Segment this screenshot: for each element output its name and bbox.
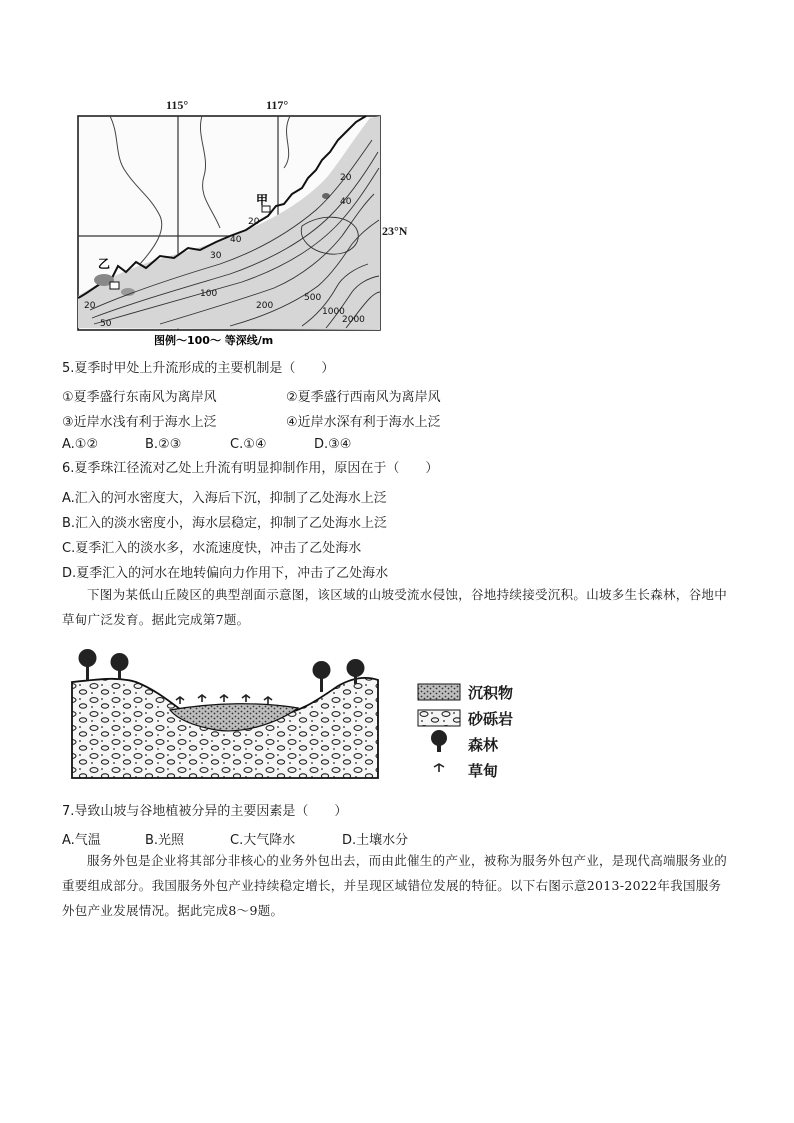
hill-valley-profile-figure	[66, 640, 530, 788]
q5-choice-d[interactable]: D.③④	[314, 437, 352, 452]
depth-label: 200	[256, 301, 274, 311]
depth-label: 100	[200, 289, 218, 299]
depth-label: 20	[248, 217, 260, 227]
depth-label: 40	[230, 235, 242, 245]
place-marker-yi	[110, 282, 119, 289]
q6-choice-a[interactable]: A.汇入的河水密度大，入海后下沉，抑制了乙处海水上泛	[62, 491, 387, 506]
q6-stem: 6.夏季珠江径流对乙处上升流有明显抑制作用，原因在于（ ）	[62, 461, 439, 476]
q5-statement-1: ①夏季盛行东南风为离岸风	[62, 390, 217, 405]
q6-choice-d[interactable]: D.夏季汇入的河水在地转偏向力作用下，冲击了乙处海水	[62, 566, 389, 581]
q6-choice-c[interactable]: C.夏季汇入的淡水多，水流速度快，冲击了乙处海水	[62, 541, 362, 556]
map-svg	[70, 96, 422, 348]
q5-choice-b[interactable]: B.②③	[145, 437, 182, 452]
depth-label: 40	[340, 197, 352, 207]
map-legend: 图例〜100〜 等深线/m	[154, 334, 274, 347]
q5-choice-c[interactable]: C.①④	[230, 437, 267, 452]
place-label-jia: 甲	[256, 193, 269, 207]
q7-intro-paragraph: 下图为某低山丘陵区的典型剖面示意图，该区域的山坡受流水侵蚀，谷地持续接受沉积。山坡多生长森林，谷地中草甸广泛发育。据此完成第7题。	[62, 587, 728, 627]
q5-stem: 5.夏季时甲处上升流形成的主要机制是（ ）	[62, 361, 335, 376]
lat-label-23n: 23°N	[382, 224, 408, 238]
profile-svg	[66, 640, 530, 788]
lon-label-117: 117°	[266, 98, 289, 112]
legend-label-sediment: 沉积物	[468, 684, 514, 702]
legend-label-gravel: 砂砾岩	[468, 710, 514, 728]
q5-statement-2: ②夏季盛行西南风为离岸风	[286, 390, 441, 405]
q7-stem: 7.导致山坡与谷地植被分异的主要因素是（ ）	[62, 804, 348, 819]
q5-statement-4: ④近岸水深有利于海水上泛	[286, 415, 441, 430]
legend-sediment-swatch	[418, 684, 460, 700]
lon-label-115: 115°	[166, 98, 189, 112]
island	[322, 193, 330, 199]
legend-gravel-swatch	[418, 710, 460, 726]
depth-label: 50	[100, 319, 112, 329]
depth-label: 20	[84, 301, 96, 311]
legend-meadow-icon	[434, 764, 444, 772]
q7-choice-b[interactable]: B.光照	[145, 833, 185, 848]
legend-label-meadow: 草甸	[468, 762, 499, 780]
depth-label: 2000	[342, 315, 365, 325]
q7-choice-a[interactable]: A.气温	[62, 833, 101, 848]
depth-label: 1000	[322, 307, 345, 317]
place-label-yi: 乙	[98, 257, 111, 271]
legend-forest-icon	[431, 730, 447, 752]
q5-statement-3: ③近岸水浅有利于海水上泛	[62, 415, 217, 430]
depth-contour-map	[70, 96, 422, 348]
depth-label: 30	[210, 251, 222, 261]
legend-label-forest: 森林	[468, 736, 499, 754]
depth-label: 20	[340, 173, 352, 183]
depth-label: 500	[304, 293, 322, 303]
q5-choice-a[interactable]: A.①②	[62, 437, 99, 452]
q8-9-intro-paragraph: 服务外包是企业将其部分非核心的业务外包出去，而由此催生的产业，被称为服务外包产业，是现代高端服务业的重要组成部分。我国服务外包产业持续稳定增长，并呈现区域错位发展的特征。以下右图示意2013-2022年我国服务外包产业发展情况。据此完成8～9题。	[62, 853, 728, 918]
q7-choice-d[interactable]: D.土壤水分	[342, 833, 409, 848]
q7-choice-c[interactable]: C.大气降水	[230, 833, 296, 848]
meadow-grass	[176, 695, 272, 704]
q6-choice-b[interactable]: B.汇入的淡水密度小，海水层稳定，抑制了乙处海水上泛	[62, 516, 388, 531]
